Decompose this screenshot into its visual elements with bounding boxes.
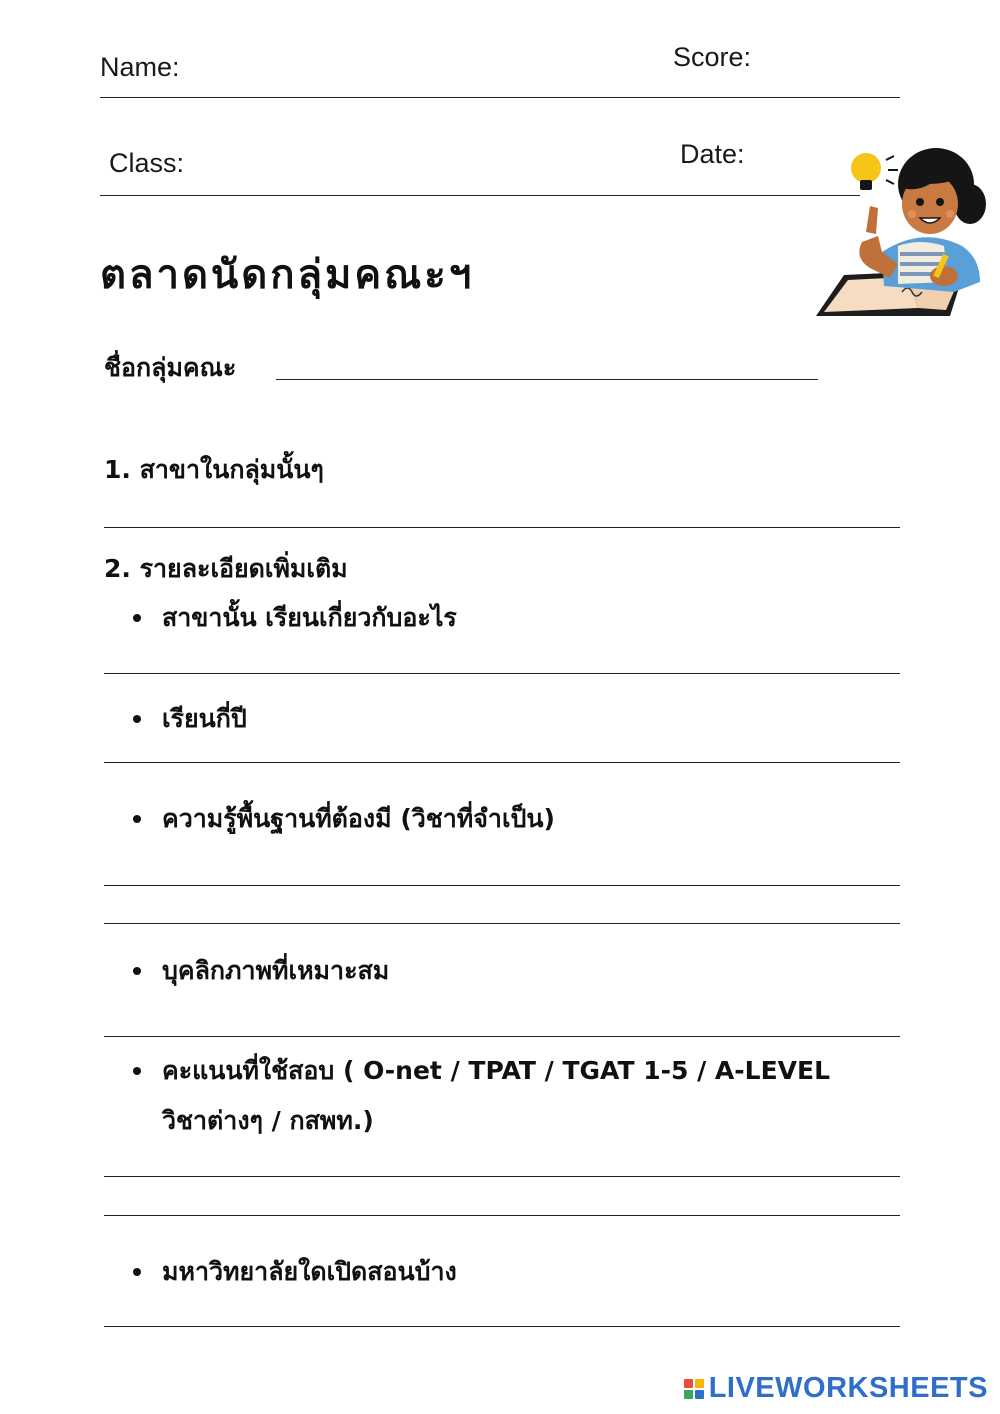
- bullet-text-subject: สาขานั้น เรียนเกี่ยวกับอะไร: [162, 603, 457, 632]
- score-label: Score:: [673, 42, 752, 72]
- student-with-idea-icon: [810, 140, 990, 325]
- page-title: ตลาดนัดกลุ่มคณะฯ: [100, 252, 475, 298]
- bullet-dot: [133, 815, 141, 823]
- class-line[interactable]: [100, 195, 860, 196]
- answer-line[interactable]: [104, 762, 900, 763]
- liveworksheets-brand: LIVEWORKSHEETS: [708, 1372, 988, 1404]
- name-label: Name:: [100, 52, 180, 82]
- bullet-dot: [133, 967, 141, 975]
- bullet-dot: [133, 614, 141, 622]
- liveworksheets-logo-icon: [684, 1379, 704, 1399]
- answer-line[interactable]: [104, 1176, 900, 1177]
- bullet-dot: [133, 1067, 141, 1075]
- bullet-text-knowledge: ความรู้พื้นฐานที่ต้องมี (วิชาที่จำเป็น): [162, 804, 555, 833]
- question-1-label: 1. สาขาในกลุ่มนั้นๆ: [104, 455, 324, 484]
- bullet-dot: [133, 1268, 141, 1276]
- bullet-text-years: เรียนกี่ปี: [162, 704, 247, 733]
- answer-line[interactable]: [104, 1326, 900, 1327]
- date-label: Date:: [680, 139, 745, 169]
- answer-line[interactable]: [104, 1215, 900, 1216]
- bullet-text-scores: คะแนนที่ใช้สอบ ( O-net / TPAT / TGAT 1-5 / A-LEVEL วิชาต่างๆ / กสพท.): [162, 1056, 831, 1135]
- bullet-text-personality: บุคลิกภาพที่เหมาะสม: [162, 956, 390, 985]
- answer-line[interactable]: [104, 923, 900, 924]
- bullet-text-universities: มหาวิทยาลัยใดเปิดสอนบ้าง: [162, 1257, 457, 1286]
- class-label: Class:: [109, 148, 185, 178]
- bullet-dot: [133, 715, 141, 723]
- name-line[interactable]: [100, 97, 900, 98]
- answer-line[interactable]: [104, 885, 900, 886]
- group-name-line[interactable]: [276, 379, 818, 380]
- question-2-label: 2. รายละเอียดเพิ่มเติม: [104, 554, 348, 583]
- answer-line[interactable]: [104, 1036, 900, 1037]
- liveworksheets-logo: [684, 1372, 988, 1405]
- answer-line[interactable]: [104, 673, 900, 674]
- answer-line[interactable]: [104, 527, 900, 528]
- group-name-label: ชื่อกลุ่มคณะ: [104, 353, 237, 382]
